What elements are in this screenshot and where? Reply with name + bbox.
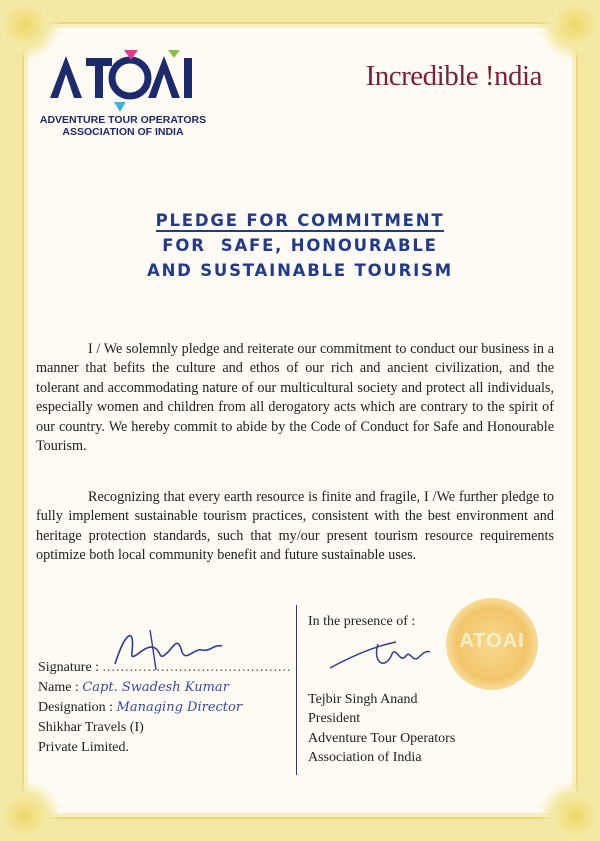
- corner-ornament: [540, 781, 600, 841]
- witness-signature-space: [308, 632, 508, 690]
- name-label: Name :: [38, 680, 79, 695]
- witness-heading: In the presence of :: [308, 614, 416, 629]
- designation-label: Designation :: [38, 700, 114, 715]
- pledge-paragraph-1: [36, 340, 554, 456]
- name-row: [38, 678, 298, 698]
- title-line1: PLEDGE FOR COMMITMENT: [155, 211, 445, 230]
- incredible-india-logo: Incredible !ndia: [365, 60, 542, 92]
- corner-ornament: [0, 781, 60, 841]
- company-line2: Private Limited.: [38, 740, 129, 755]
- witness-org-line2: Association of India: [308, 750, 422, 765]
- seal-text: ATOAI: [459, 630, 525, 652]
- name-value: Capt. Swadesh Kumar: [82, 680, 229, 695]
- page-title: [0, 208, 600, 283]
- atoai-subtitle-line2: ASSOCIATION OF INDIA: [62, 126, 184, 138]
- title-line2: FOR SAFE, HONOURABLE: [162, 236, 438, 255]
- designation-value: Managing Director: [116, 700, 243, 715]
- atoai-subtitle-line1: ADVENTURE TOUR OPERATORS: [39, 114, 207, 126]
- corner-ornament: [540, 0, 600, 60]
- witness-org-line1: Adventure Tour Operators: [308, 730, 456, 746]
- signature-row: [38, 658, 298, 678]
- atoai-subtitle: [38, 114, 208, 138]
- signature-line: ..........................................: [102, 660, 292, 675]
- pledge-paragraph-2: [36, 488, 554, 566]
- witness-block: [308, 612, 508, 768]
- atoai-logo-icon: [48, 50, 198, 114]
- title-line3: AND SUSTAINABLE TOURISM: [147, 261, 453, 280]
- atoai-logo: [38, 50, 208, 138]
- signature-label: Signature :: [38, 660, 100, 675]
- signatory-block: [38, 658, 298, 758]
- pledge-paragraph-1-text: I / We solemnly pledge and reiterate our commitment to conduct our business in a manner that befits the culture and ethos of our rich and ancient civilization, and the tolerant and accommodating nature of our multicultural society and protect all individuals, especially women and children from all derogatory acts which are contrary to the spirit of our country. We hereby commit to abide by the Code of Conduct for Safe and Honourable Tourism.: [36, 341, 554, 455]
- witness-title: President: [308, 711, 361, 726]
- pledge-paragraph-2-text: Recognizing that every earth resource is finite and fragile, I /We further pledge to fully implement sustainable tourism practices, consistent with the best environment and heritage protection standards, such that my/our present tourism resource requirements optimize both local community benefit and future sustainable uses.: [36, 489, 554, 564]
- witness-name: Tejbir Singh Anand: [308, 691, 418, 707]
- designation-row: [38, 698, 298, 718]
- company-line1: Shikhar Travels (I): [38, 720, 144, 735]
